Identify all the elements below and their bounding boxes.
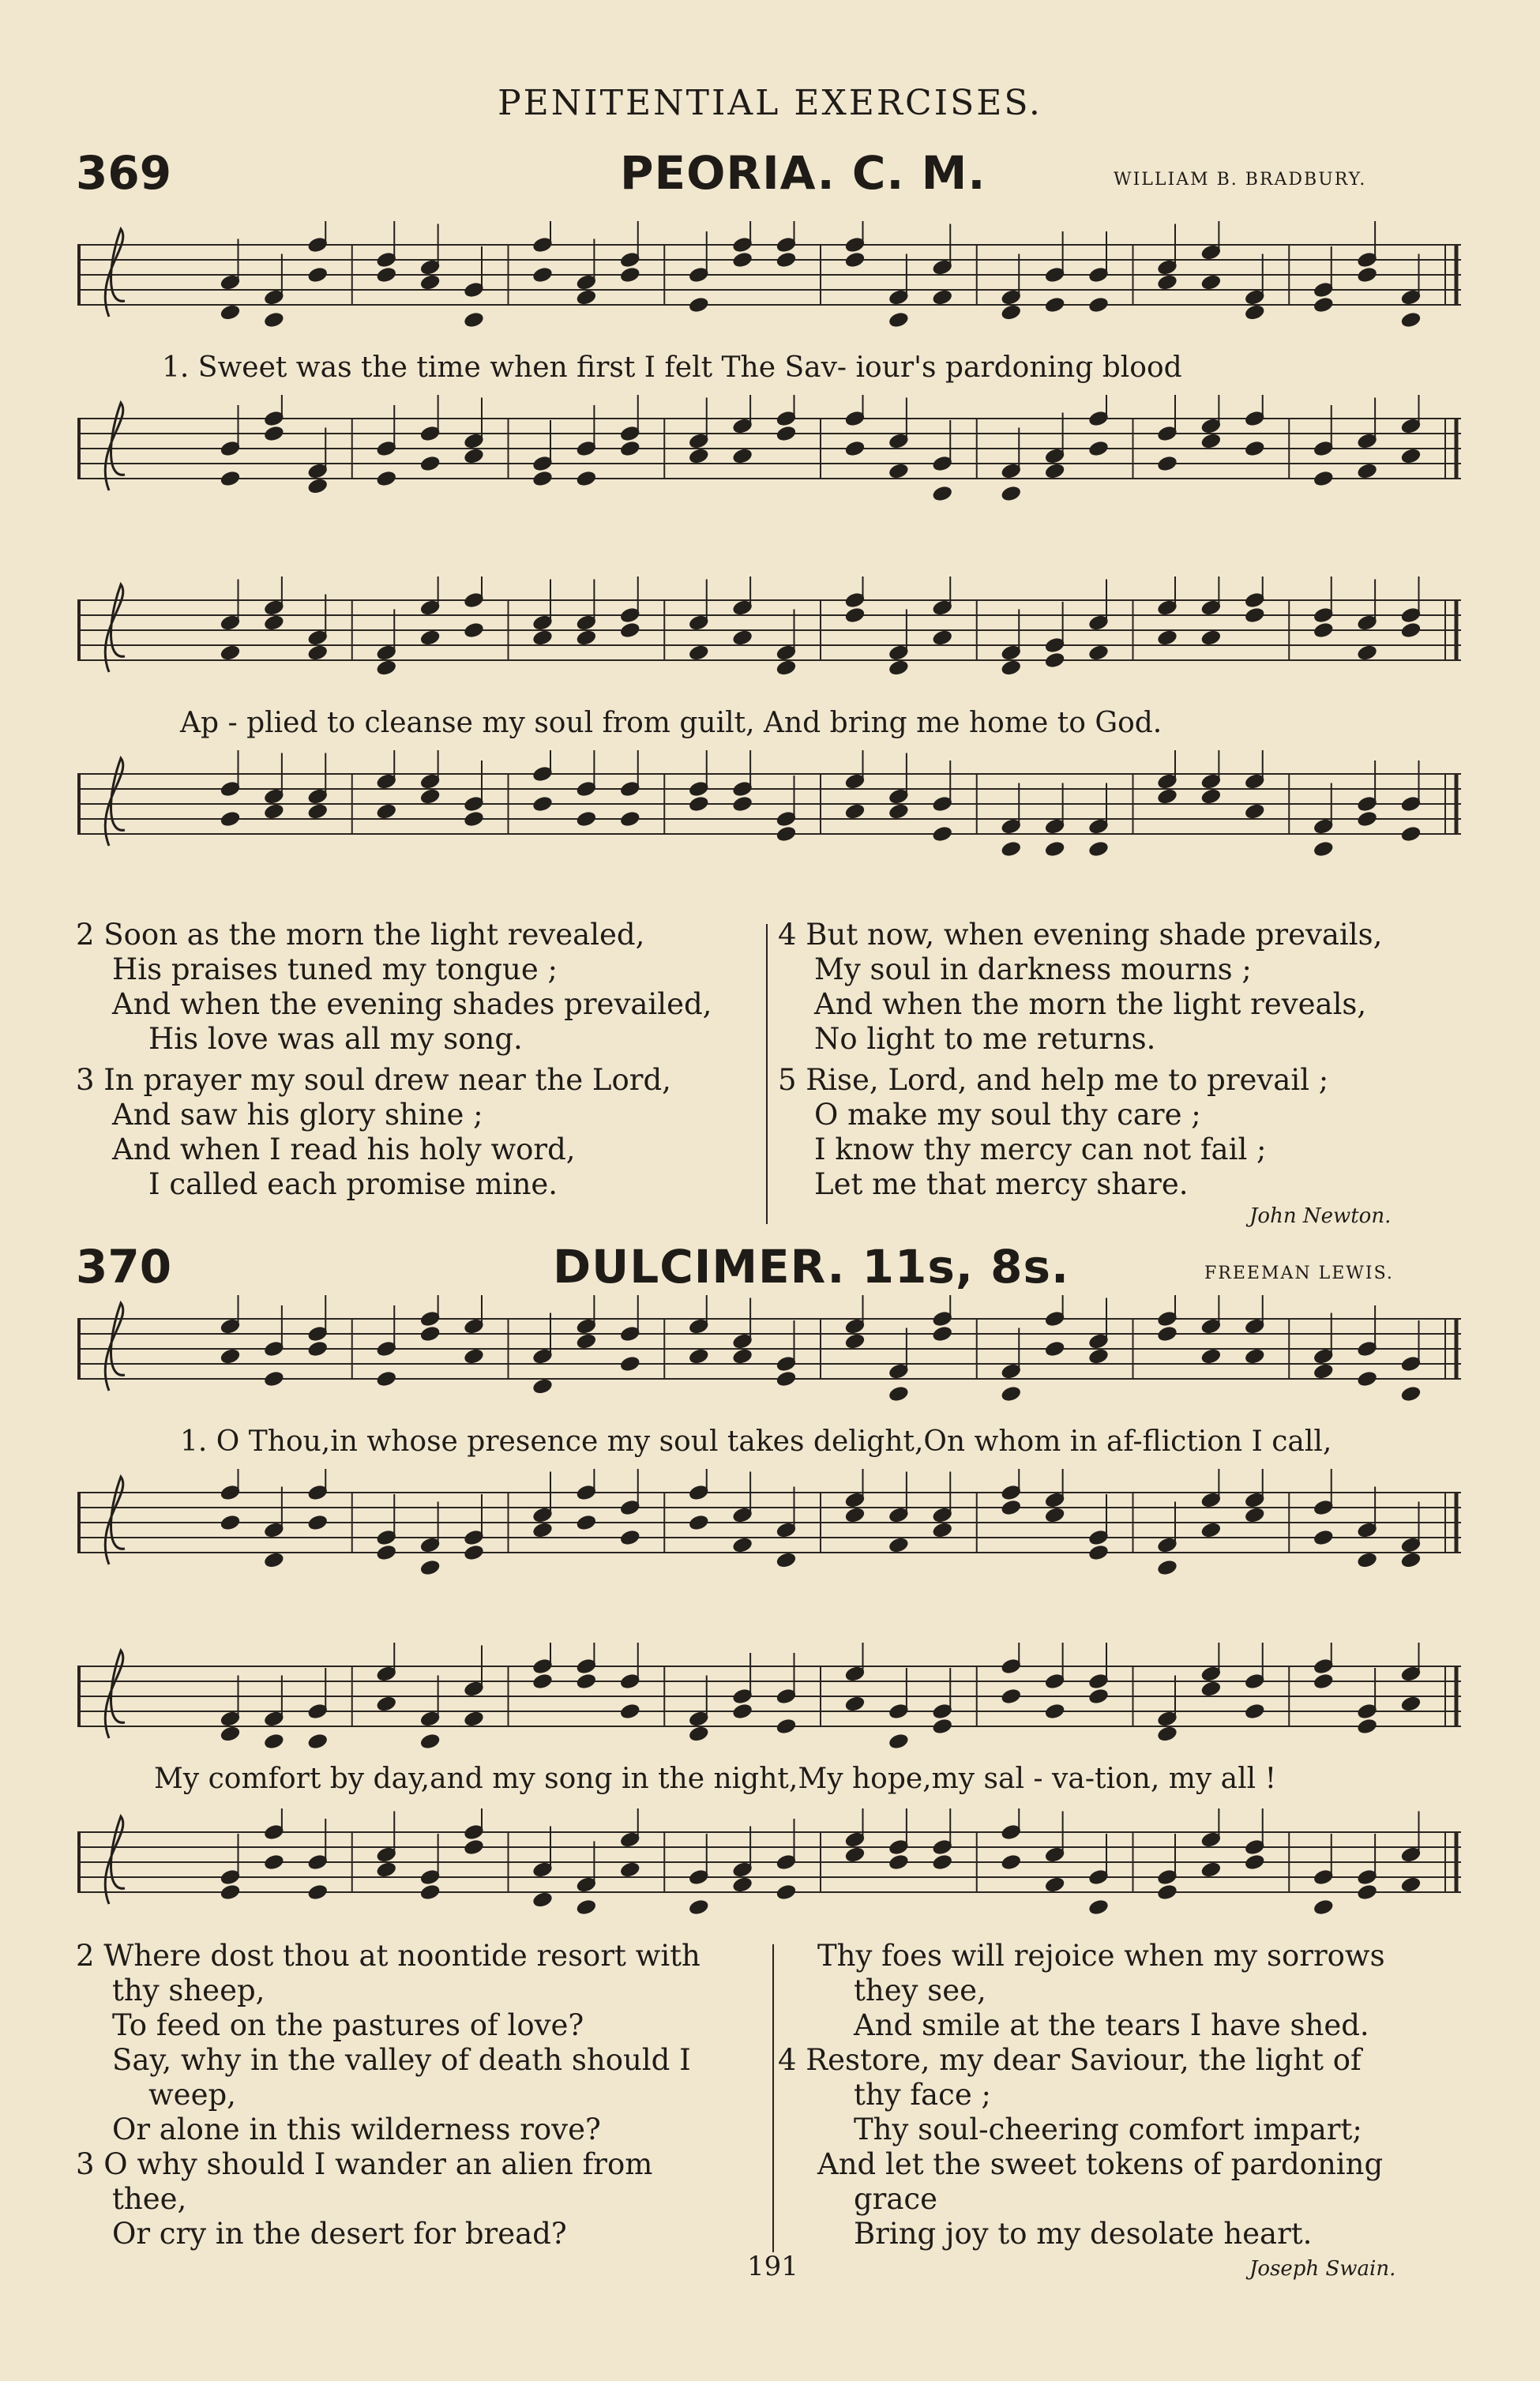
section-title: PENITENTIAL EXERCISES. [498, 83, 1042, 123]
stanza-line: grace [854, 2182, 938, 2216]
stanza-line: 5 Rise, Lord, and help me to prevail ; [778, 1063, 1329, 1097]
stanza-line: No light to me returns. [814, 1022, 1156, 1056]
stanza-line: 2 Soon as the morn the light revealed, [76, 918, 645, 952]
tune-name-370: DULCIMER. 11s, 8s. [553, 1240, 1070, 1294]
stanza-line: Let me that mercy share. [814, 1167, 1189, 1201]
column-divider-370 [772, 1944, 774, 2252]
column-divider-369 [766, 924, 768, 1224]
stanza-line: O make my soul thy care ; [814, 1098, 1201, 1132]
stanza-line: 3 In prayer my soul drew near the Lord, [76, 1063, 671, 1097]
composer-370: FREEMAN LEWIS. [1204, 1264, 1394, 1283]
music-staff-370-1-treble [77, 1295, 1461, 1414]
page-number: 191 [747, 2251, 798, 2282]
stanza-line: thee, [112, 2182, 187, 2216]
lyric-line-369-1: 1. Sweet was the time when first I felt The Sav- iour's pardoning blood [162, 351, 1182, 384]
stanza-line: Thy foes will rejoice when my sorrows [817, 1939, 1385, 1973]
stanza-line: And let the sweet tokens of pardoning [817, 2147, 1384, 2181]
music-staff-369-2-bass [77, 750, 1461, 908]
stanzas-369-right [778, 918, 1382, 1202]
lyric-line-369-2: Ap - plied to cleanse my soul from guilt, And bring me home to God. [180, 707, 1163, 739]
stanza-line: thy face ; [854, 2078, 991, 2112]
stanza-line: 3 O why should I wander an alien from [76, 2147, 653, 2181]
hymn-number-370: 370 [76, 1240, 172, 1294]
tune-name-369: PEORIA. C. M. [620, 146, 986, 200]
stanza-line: 2 Where dost thou at noontide resort with [76, 1939, 701, 1973]
music-staff-369-1-treble [77, 221, 1461, 340]
stanza-line: And saw his glory shine ; [112, 1098, 483, 1132]
stanza-line: And smile at the tears I have shed. [854, 2008, 1369, 2042]
music-staff-369-2-treble [77, 576, 1461, 695]
stanza-line: And when the evening shades prevailed, [112, 987, 712, 1021]
stanza-line: Say, why in the valley of death should I [112, 2043, 691, 2077]
stanza-line: And when I read his holy word, [112, 1132, 576, 1166]
stanza-line: 4 But now, when evening shade prevails, [778, 918, 1383, 952]
stanzas-369-left [76, 918, 712, 1202]
stanzas-370-left [76, 1939, 701, 2251]
author-369: John Newton. [1249, 1204, 1392, 1228]
stanza-line: thy sheep, [112, 1974, 265, 2007]
music-staff-369-1-bass [77, 395, 1461, 553]
stanza-line: My soul in darkness mourns ; [814, 952, 1252, 986]
stanzas-370-right [778, 1939, 1385, 2251]
stanza-line: Bring joy to my desolate heart. [854, 2217, 1313, 2251]
stanza-line: 4 Restore, my dear Saviour, the light of [778, 2043, 1362, 2077]
music-staff-370-2-bass [77, 1808, 1461, 1959]
stanza-line: And when the morn the light reveals, [814, 987, 1367, 1021]
stanza-line: To feed on the pastures of love? [112, 2008, 584, 2042]
stanza-line: I called each promise mine. [148, 1167, 558, 1201]
stanza-line: Or alone in this wilderness rove? [112, 2112, 601, 2146]
composer-369: WILLIAM B. BRADBURY. [1114, 170, 1367, 190]
stanza-line: His praises tuned my tongue ; [112, 952, 558, 986]
music-staff-370-1-bass [77, 1469, 1461, 1627]
stanza-line: I know thy mercy can not fail ; [814, 1132, 1267, 1166]
author-370: Joseph Swain. [1249, 2257, 1396, 2281]
music-staff-370-2-treble [77, 1643, 1461, 1761]
stanza-line: they see, [854, 1974, 986, 2007]
stanza-line: Thy soul-cheering comfort impart; [854, 2112, 1362, 2146]
lyric-line-370-1: 1. O Thou,in whose presence my soul takes delight,On whom in af-fliction I call, [180, 1425, 1332, 1458]
stanza-line: His love was all my song. [148, 1022, 523, 1056]
lyric-line-370-2: My comfort by day,and my song in the night,My hope,my sal - va-tion, my all ! [154, 1763, 1277, 1795]
hymn-number-369: 369 [76, 146, 172, 200]
stanza-line: Or cry in the desert for bread? [112, 2217, 567, 2251]
stanza-line: weep, [148, 2078, 236, 2112]
